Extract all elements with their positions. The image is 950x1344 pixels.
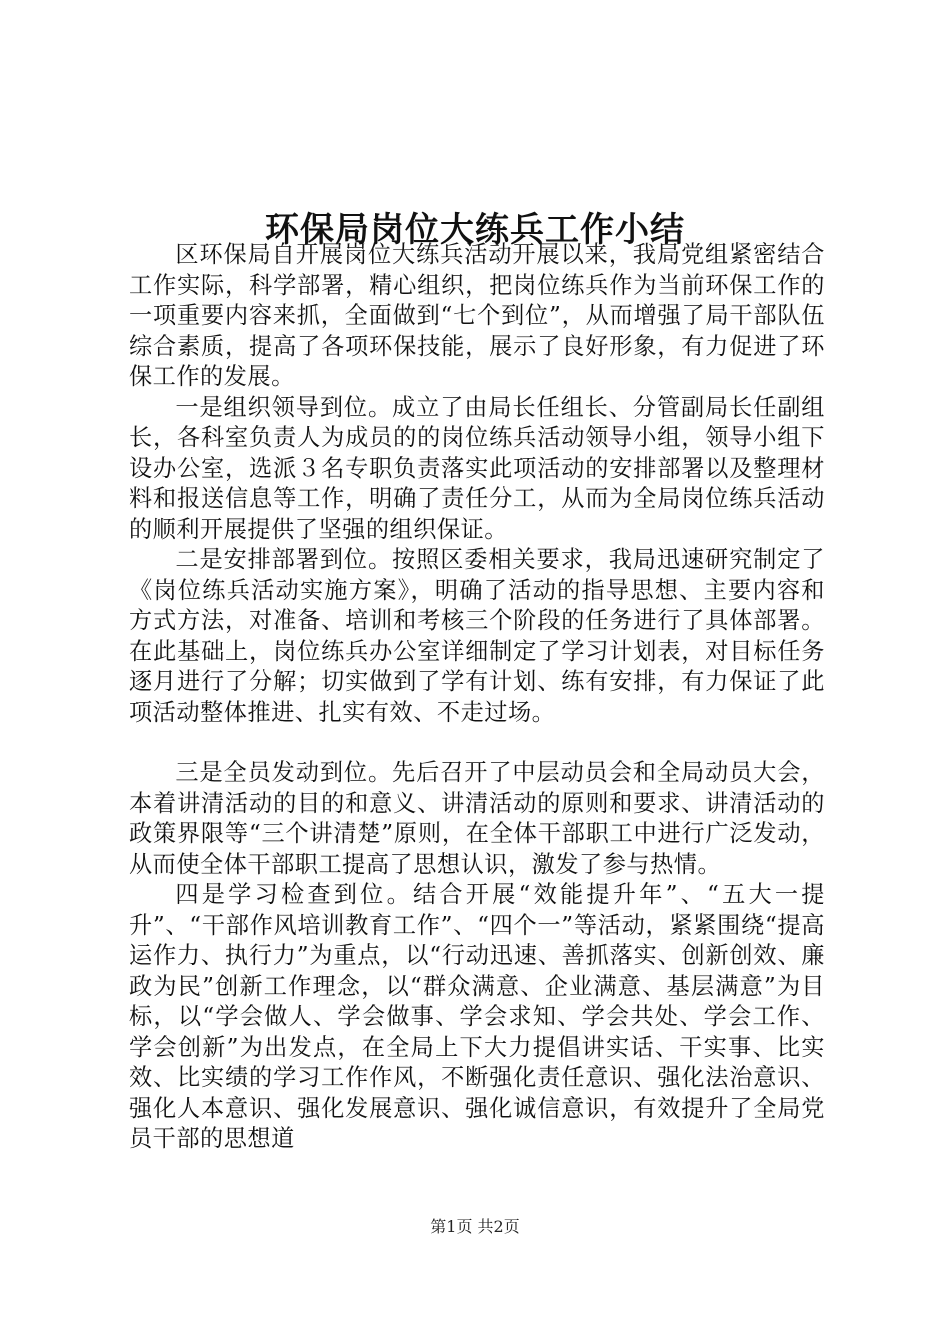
document-title: 环保局岗位大练兵工作小结 — [265, 209, 685, 250]
paragraph-organization: 一是组织领导到位。成立了由局长任组长、分管副局长任副组长，各科室负责人为成员的的岗位练兵活动领导小组，领导小组下设办公室，选派３名专职负责落实此项活动的安排部署以及整理材料和报送信息等工作，明确了责任分工，从而为全局岗位练兵活动的顺利开展提供了坚强的组织保证。 — [129, 393, 825, 543]
paragraph-study-inspection: 四是学习检查到位。结合开展“效能提升年”、“五大一提升”、“干部作风培训教育工作”、“四个一”等活动，紧紧围绕“提高运作力、执行力”为重点，以“行动迅速、善抓落实、创新创效、廉政为民”创新工作理念，以“群众满意、企业满意、基层满意”为目标，以“学会做人、学会做事、学会求知、学会共处、学会工作、学会创新”为出发点，在全局上下大力提倡讲实话、干实事、比实效、比实绩的学习工作作风，不断强化责任意识、强化法治意识、强化人本意识、强化发展意识、强化诚信意识，有效提升了全局党员干部的思想道 — [129, 881, 825, 1152]
paragraph-intro: 区环保局自开展岗位大练兵活动开展以来，我局党组紧密结合工作实际，科学部署，精心组织，把岗位练兵作为当前环保工作的一项重要内容来抓，全面做到“七个到位”，从而增强了局干部队伍综合素质，提高了各项环保技能，展示了良好形象，有力促进了环保工作的发展。 — [129, 241, 825, 390]
document-body — [129, 240, 825, 1155]
paragraph-deployment: 二是安排部署到位。按照区委相关要求，我局迅速研究制定了《岗位练兵活动实施方案》，明确了活动的指导思想、主要内容和方式方法，对准备、培训和考核三个阶段的任务进行了具体部署。在此基础上，岗位练兵办公室详细制定了学习计划表，对目标任务逐月进行了分解；切实做到了学有计划、练有安排，有力保证了此项活动整体推进、扎实有效、不走过场。 — [129, 546, 825, 726]
paragraph-mobilization: 三是全员发动到位。先后召开了中层动员会和全局动员大会，本着讲清活动的目的和意义、讲清活动的原则和要求、讲清活动的政策界限等“三个讲清楚”原则，在全体干部职工中进行广泛发动，从而使全体干部职工提高了思想认识，激发了参与热情。 — [129, 759, 825, 878]
page-number-footer: 第1页 共2页 — [430, 1217, 520, 1236]
